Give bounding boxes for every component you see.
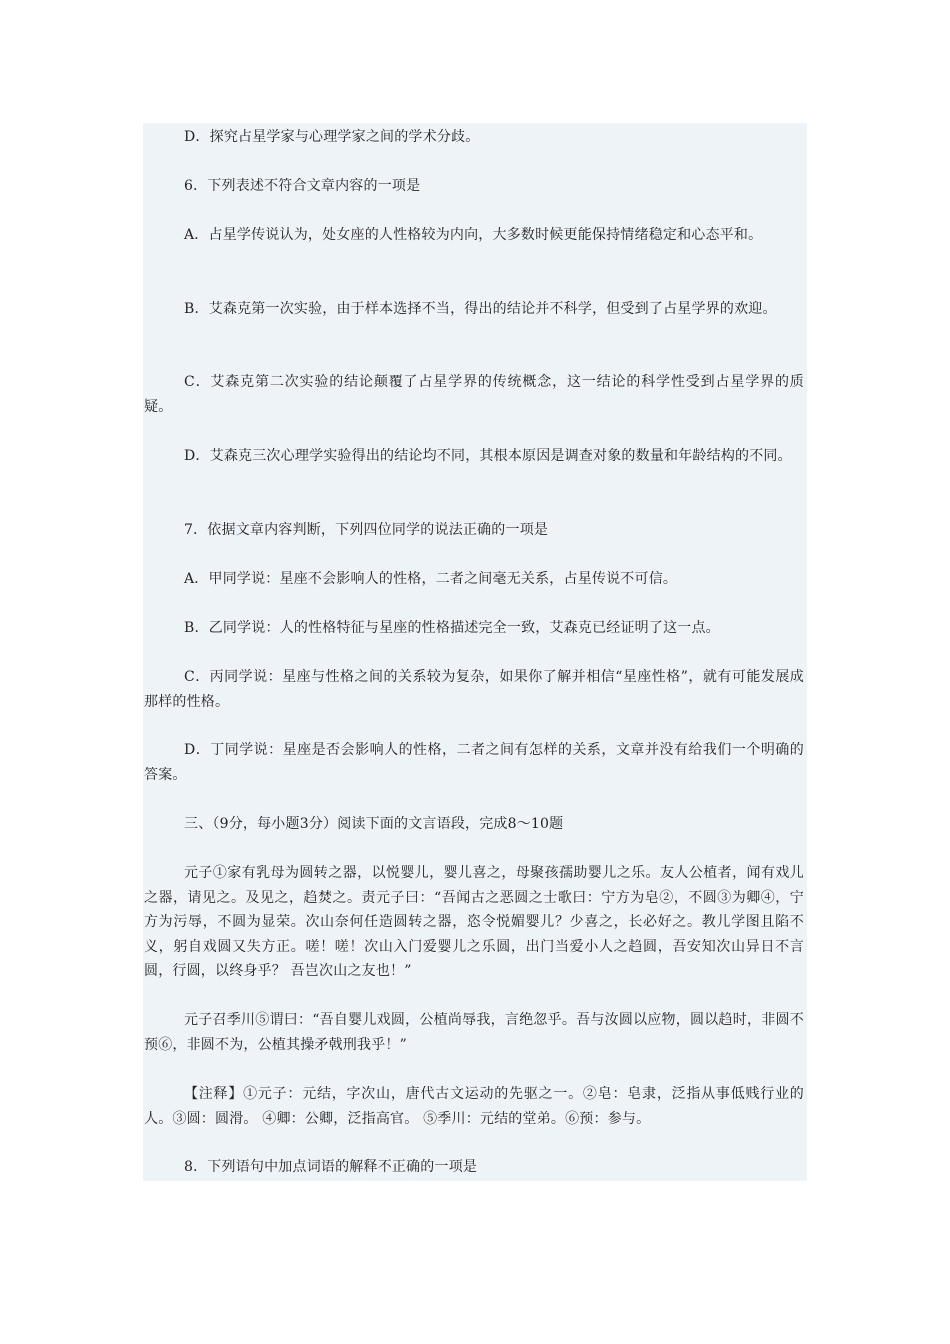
option-7d: D．丁同学说：星座是否会影响人的性格，二者之间有怎样的关系，文章并没有给我们一个明确的答案。 — [144, 742, 804, 783]
option-7c: C．丙同学说：星座与性格之间的关系较为复杂，如果你了解并相信“星座性格”，就有可能发展成那样的性格。 — [144, 669, 804, 710]
option-6a: A．占星学传说认为，处女座的人性格较为内向，大多数时候更能保持情绪稳定和心态平和。 — [184, 227, 763, 243]
option-6c: C．艾森克第二次实验的结论颠覆了占星学界的传统概念，这一结论的科学性受到占星学界的质疑。 — [144, 374, 804, 415]
option-7b: B．乙同学说：人的性格特征与星座的性格描述完全一致，艾森克已经证明了这一点。 — [184, 620, 720, 636]
option-6b: B．艾森克第一次实验，由于样本选择不当，得出的结论并不科学，但受到了占星学界的欢迎。 — [184, 301, 777, 317]
option-5d: D．探究占星学家与心理学家之间的学术分歧。 — [184, 129, 480, 145]
question-8: 8．下列语句中加点词语的解释不正确的一项是 — [184, 1159, 478, 1175]
classical-passage-1: 元子①家有乳母为圆转之器，以悦婴儿，婴儿喜之，母聚孩孺助婴儿之乐。友人公植者，闻有戏儿之器，请见之。及见之，趋焚之。责元子曰：“吾闻古之恶圆之士歌曰：宁方为皂②，不圆③为卿④，宁方为污辱，不圆为显荣。次山奈何任造圆转之器，恣令悦媚婴儿？少喜之，长必好之。教儿学图且陷不义，躬自戏圆又失方正。嗟！嗟！次山入门爱婴儿之乐圆，出门当爱小人之趋圆，吾安知次山异日不言圆，行圆，以终身乎？ 吾岂次山之友也！” — [144, 865, 804, 979]
question-7: 7．依据文章内容判断，下列四位同学的说法正确的一项是 — [184, 522, 549, 538]
section-3-heading: 三、（9分，每小题3分）阅读下面的文言语段，完成8～10题 — [184, 816, 564, 832]
question-6: 6．下列表述不符合文章内容的一项是 — [184, 178, 421, 194]
annotation-note: 【注释】①元子：元结，字次山，唐代古文运动的先驱之一。②皂：皂隶，泛指从事低贱行业的人。③圆：圆滑。 ④卿：公卿，泛指高官。 ⑤季川：元结的堂弟。⑥预：参与。 — [144, 1086, 804, 1127]
option-6d: D．艾森克三次心理学实验得出的结论均不同，其根本原因是调查对象的数量和年龄结构的不同。 — [184, 448, 792, 464]
classical-passage-2: 元子召季川⑤谓曰：“吾自婴儿戏圆，公植尚辱我，言绝忽乎。吾与汝圆以应物，圆以趋时，非圆不预⑥，非圆不为，公植其操矛戟刑我乎！” — [144, 1012, 804, 1053]
option-7a: A．甲同学说：星座不会影响人的性格，二者之间毫无关系，占星传说不可信。 — [184, 571, 678, 587]
